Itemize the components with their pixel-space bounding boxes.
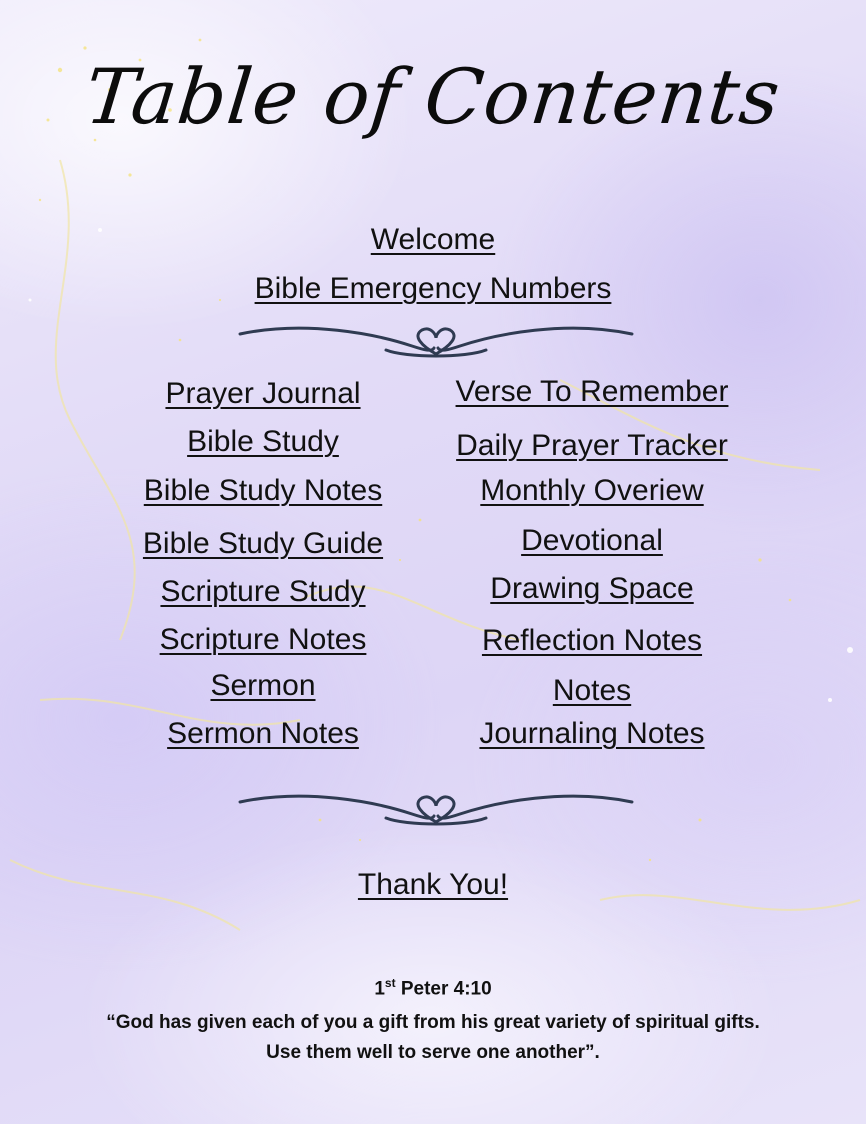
toc-link-sermon[interactable]: Sermon: [210, 669, 316, 702]
toc-link-prayer-journal[interactable]: Prayer Journal: [165, 377, 361, 410]
toc-link-scripture-notes[interactable]: Scripture Notes: [159, 623, 367, 656]
toc-link-bible-study-notes[interactable]: Bible Study Notes: [143, 474, 383, 507]
toc-link-monthly-overview[interactable]: Monthly Overiew: [480, 474, 704, 507]
toc-link-scripture-study[interactable]: Scripture Study: [160, 575, 366, 608]
toc-link-welcome[interactable]: Welcome: [370, 223, 496, 256]
toc-link-reflection-notes[interactable]: Reflection Notes: [481, 624, 703, 657]
toc-link-verse-to-remember[interactable]: Verse To Remember: [455, 375, 729, 408]
heart-divider-bottom: [236, 792, 636, 832]
verse-ordinal-suffix: st: [384, 976, 396, 990]
toc-link-daily-prayer-tracker[interactable]: Daily Prayer Tracker: [456, 429, 728, 462]
toc-link-bible-emergency-numbers[interactable]: Bible Emergency Numbers: [254, 272, 612, 305]
verse-ordinal: 1: [374, 978, 385, 1000]
toc-link-sermon-notes[interactable]: Sermon Notes: [167, 717, 359, 750]
toc-link-bible-study-guide[interactable]: Bible Study Guide: [142, 527, 384, 560]
verse-book: Peter 4:10: [395, 978, 492, 1000]
verse-text: “God has given each of you a gift from his great variety of spiritual gifts. Use them well to serve one another”.: [106, 1012, 760, 1063]
toc-link-bible-study[interactable]: Bible Study: [187, 425, 339, 458]
toc-link-journaling-notes[interactable]: Journaling Notes: [479, 717, 705, 750]
toc-link-thank-you[interactable]: Thank You!: [357, 868, 509, 901]
toc-link-drawing-space[interactable]: Drawing Space: [490, 572, 694, 605]
heart-divider-top: [236, 324, 636, 364]
page-title: Table of Contents: [81, 52, 785, 141]
verse-reference: [0, 976, 866, 1000]
toc-link-notes[interactable]: Notes: [552, 674, 632, 707]
toc-link-devotional[interactable]: Devotional: [521, 524, 663, 557]
